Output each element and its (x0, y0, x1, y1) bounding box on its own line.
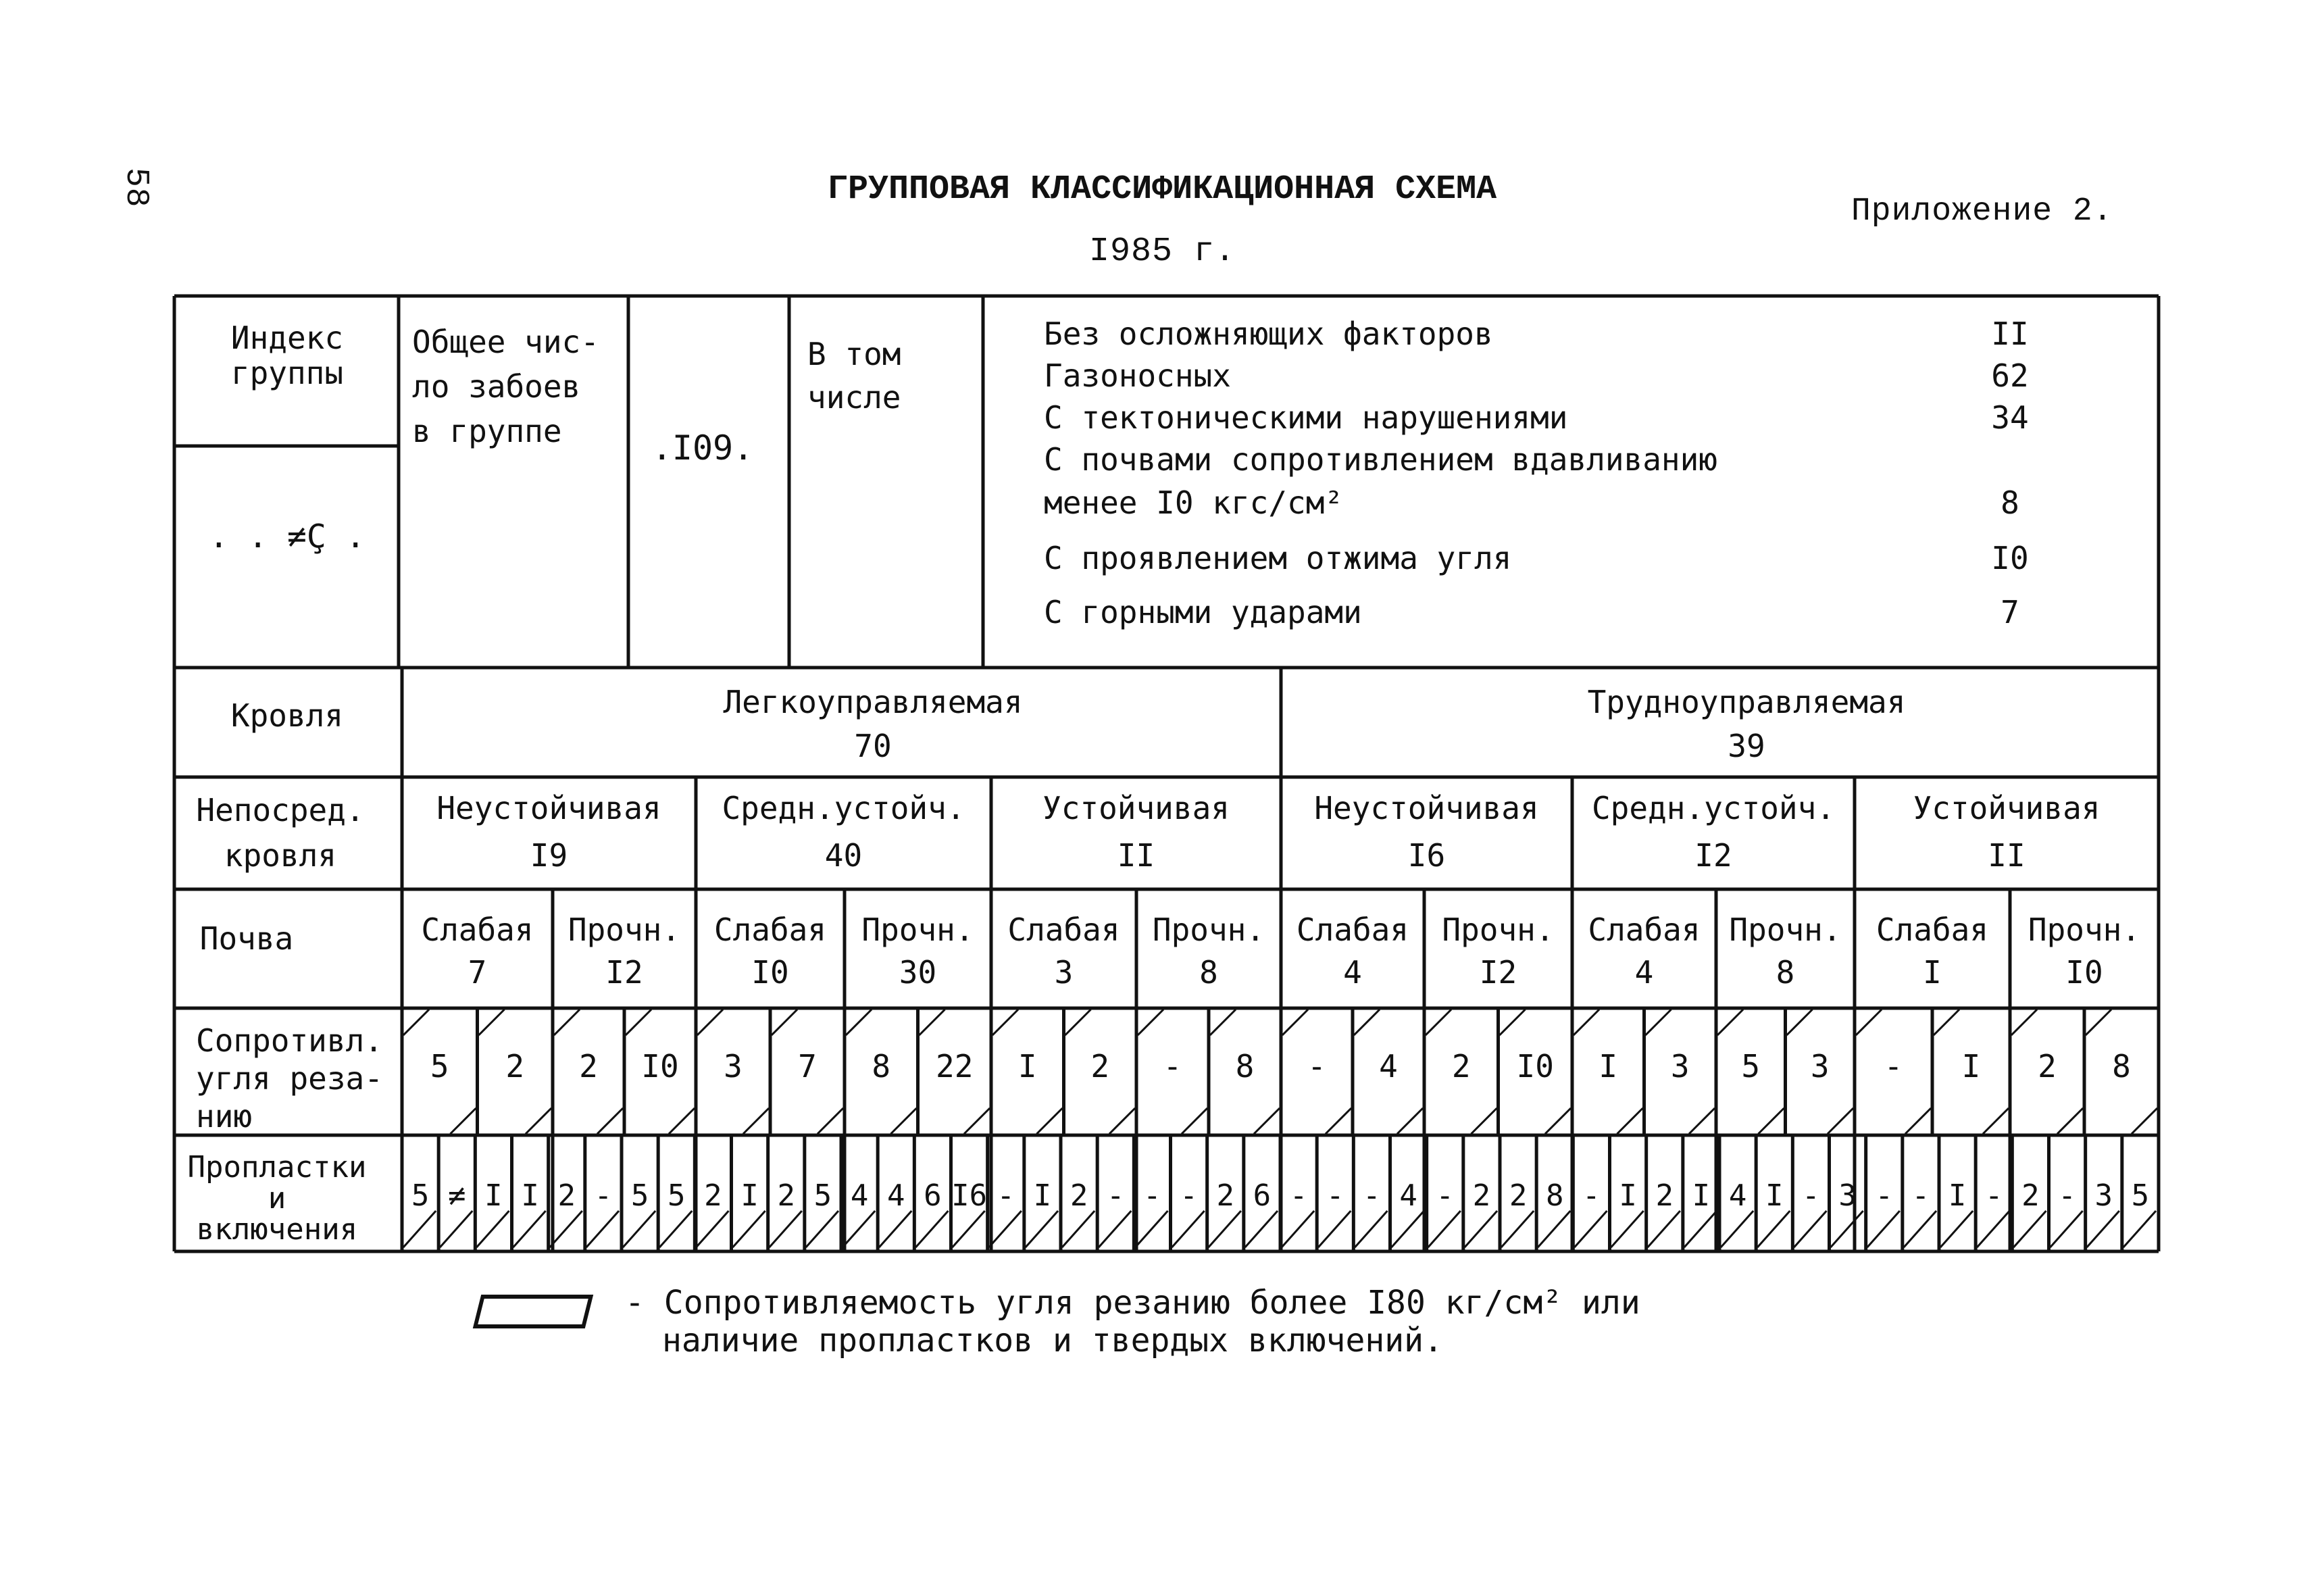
floor-group-name: Слабая (1007, 912, 1120, 948)
hatch-mark (1209, 1211, 1241, 1247)
interlayer-value: 2 (777, 1178, 795, 1213)
cutting-resistance-value: - (1163, 1048, 1182, 1084)
cutting-resistance-label: нию (196, 1098, 253, 1134)
hatch-mark (1574, 1009, 1599, 1035)
interlayer-value: 4 (1728, 1178, 1747, 1213)
interlayer-value: 5 (668, 1178, 686, 1213)
cutting-resistance-value: I (1961, 1048, 1981, 1084)
hatch-mark (1500, 1009, 1526, 1035)
hatch-mark (659, 1211, 692, 1247)
hatch-mark (1828, 1108, 1853, 1134)
hatch-mark (1065, 1009, 1091, 1035)
interlayer-value: - (1911, 1178, 1930, 1213)
interlayer-value: I (521, 1178, 539, 1213)
legend-line-2: наличие пропластков и твердых включений. (662, 1322, 1443, 1360)
floor-group-name: Прочн. (568, 912, 681, 948)
hatch-mark (696, 1211, 728, 1247)
interlayer-value: I (1619, 1178, 1637, 1213)
hatch-mark (403, 1211, 436, 1247)
floor-group-count: 3 (1054, 954, 1074, 991)
interlayer-value: - (1289, 1178, 1308, 1213)
cutting-resistance-value: 5 (430, 1048, 449, 1084)
hatch-mark (1172, 1211, 1205, 1247)
hatch-mark (1282, 1009, 1308, 1035)
floor-group-count: 4 (1343, 954, 1362, 991)
including-label: В том (807, 336, 901, 372)
hatch-mark (2086, 1009, 2111, 1035)
hatch-mark (1905, 1108, 1931, 1134)
interlayer-value: - (1582, 1178, 1601, 1213)
hatch-mark (1392, 1211, 1424, 1247)
interlayer-value: 2 (1509, 1178, 1528, 1213)
hatch-mark (2051, 1211, 2083, 1247)
hatch-mark (1717, 1009, 1743, 1035)
hatch-mark (992, 1009, 1018, 1035)
hatch-mark (1062, 1211, 1095, 1247)
hatch-mark (879, 1211, 911, 1247)
interlayer-value: I (740, 1178, 759, 1213)
hatch-mark (920, 1009, 945, 1035)
hatch-mark (1646, 1009, 1671, 1035)
total-label: ло забоев (412, 368, 581, 405)
floor-group-name: Прочн. (1152, 912, 1265, 948)
hatch-mark (1138, 1009, 1163, 1035)
hatch-mark (1574, 1211, 1607, 1247)
immediate-roof-group-name: Неустойчивая (1314, 790, 1539, 826)
hatch-mark (989, 1211, 1022, 1247)
cutting-resistance-value: 2 (579, 1048, 598, 1084)
factor-label: С почвами сопротивлением вдавливанию (1044, 441, 1717, 478)
hatch-mark (1759, 1108, 1784, 1134)
interlayer-value: 3 (1838, 1178, 1857, 1213)
interlayer-value: 2 (2021, 1178, 2040, 1213)
index-label: группы (230, 355, 344, 391)
hatch-mark (550, 1211, 582, 1247)
floor-group-count: 30 (899, 954, 937, 991)
hatch-mark (440, 1211, 472, 1247)
hatch-mark (1245, 1211, 1278, 1247)
including-label: числе (807, 379, 901, 416)
hatch-mark (1684, 1211, 1717, 1247)
immediate-roof-group-count: I2 (1694, 837, 1732, 874)
immediate-roof-group-count: I6 (1407, 837, 1446, 874)
hatch-mark (1904, 1211, 1936, 1247)
hatch-mark (1026, 1211, 1058, 1247)
factor-value: I0 (1991, 540, 2029, 576)
cutting-resistance-value: 7 (798, 1048, 817, 1084)
interlayer-value: 5 (2131, 1178, 2150, 1213)
floor-group-name: Слабая (421, 912, 534, 948)
hatch-mark (953, 1211, 985, 1247)
roof-group-count: 70 (854, 728, 892, 764)
hatch-mark (1182, 1108, 1207, 1134)
interlayer-value: - (997, 1178, 1015, 1213)
hatch-mark (1934, 1009, 1959, 1035)
hatch-mark (772, 1009, 797, 1035)
interlayer-value: 4 (850, 1178, 869, 1213)
hatch-mark (770, 1211, 802, 1247)
hatch-mark (818, 1108, 843, 1134)
interlayer-value: 4 (1399, 1178, 1417, 1213)
hatch-mark (697, 1009, 723, 1035)
interlayer-value: 5 (630, 1178, 649, 1213)
hatch-mark (1426, 1009, 1451, 1035)
hatch-mark (1472, 1108, 1497, 1134)
interlayer-value: - (1143, 1178, 1161, 1213)
hatch-mark (1326, 1108, 1351, 1134)
legend-line-1: - Сопротивляемость угля резанию более I80 кг/см² или (625, 1284, 1640, 1322)
immediate-roof-group-count: 40 (824, 837, 863, 874)
hatch-mark (1109, 1108, 1135, 1134)
hatch-mark (1611, 1211, 1644, 1247)
cutting-resistance-value: 2 (1090, 1048, 1110, 1084)
hatch-mark (2057, 1108, 2083, 1134)
cutting-resistance-value: 8 (1235, 1048, 1255, 1084)
factor-value: 34 (1991, 399, 2029, 436)
hatch-mark (1787, 1009, 1813, 1035)
interlayer-value: - (1802, 1178, 1820, 1213)
cutting-resistance-value: 22 (936, 1048, 974, 1084)
interlayer-value: 2 (1216, 1178, 1234, 1213)
hatch-mark (1977, 1211, 2009, 1247)
immediate-roof-label: кровля (224, 837, 337, 874)
floor-group-count: I (1923, 954, 1942, 991)
hatch-mark (1794, 1211, 1826, 1247)
year: I985 г. (1089, 232, 1236, 271)
hatch-mark (1282, 1211, 1314, 1247)
hatch-mark (526, 1108, 551, 1134)
hatch-mark (2087, 1211, 2119, 1247)
hatch-mark (669, 1108, 695, 1134)
factor-value: 62 (1991, 357, 2029, 394)
immediate-roof-group-count: I9 (530, 837, 568, 874)
interlayer-value: 8 (1546, 1178, 1564, 1213)
cutting-resistance-label: Сопротивл. (196, 1022, 383, 1059)
hatch-mark (891, 1108, 917, 1134)
immediate-roof-group-name: Устойчивая (1913, 790, 2101, 826)
cutting-resistance-value: 2 (1451, 1048, 1471, 1084)
interlayer-value: - (1180, 1178, 1198, 1213)
interlayer-value: - (1107, 1178, 1125, 1213)
floor-group-name: Слабая (1296, 912, 1409, 948)
interlayer-value: I (1765, 1178, 1784, 1213)
interlayer-value: 2 (1655, 1178, 1674, 1213)
roof-label: Кровля (230, 697, 344, 734)
immediate-roof-group-name: Средн.устойч. (722, 790, 965, 826)
hatch-mark (586, 1211, 619, 1247)
hatch-mark (846, 1009, 872, 1035)
cutting-resistance-value: 3 (1670, 1048, 1690, 1084)
cutting-resistance-value: I (1017, 1048, 1037, 1084)
cutting-resistance-value: 5 (1741, 1048, 1761, 1084)
interlayers-label: и (268, 1181, 286, 1216)
interlayer-value: 2 (704, 1178, 722, 1213)
interlayer-value: - (2058, 1178, 2076, 1213)
interlayer-value: - (1363, 1178, 1381, 1213)
floor-group-count: 7 (468, 954, 487, 991)
total-faces-value: .I09. (651, 428, 754, 468)
interlayer-value: I (484, 1178, 503, 1213)
interlayer-value: - (1985, 1178, 2003, 1213)
cutting-resistance-value: 3 (1810, 1048, 1830, 1084)
hatch-mark (1545, 1108, 1571, 1134)
hatch-mark (479, 1009, 505, 1035)
hatch-mark (1254, 1108, 1280, 1134)
interlayer-value: 6 (1253, 1178, 1272, 1213)
cutting-resistance-value: 3 (724, 1048, 743, 1084)
floor-group-count: 8 (1776, 954, 1795, 991)
page-title: ГРУППОВАЯ КЛАССИФИКАЦИОННАЯ СХЕМА (828, 170, 1497, 209)
interlayer-value: 2 (1472, 1178, 1491, 1213)
hatch-mark (1465, 1211, 1497, 1247)
cutting-resistance-value: I0 (1516, 1048, 1554, 1084)
appendix-label: Приложение 2. (1851, 193, 2113, 230)
hatch-mark (2011, 1009, 2037, 1035)
hatch-mark (743, 1108, 769, 1134)
interlayer-value: 2 (1070, 1178, 1088, 1213)
floor-group-name: Слабая (713, 912, 827, 948)
factor-label: С проявлением отжима угля (1044, 540, 1512, 576)
roof-group-name: Трудноуправляемая (1587, 684, 1906, 720)
total-label: в группе (412, 413, 562, 449)
factor-label: менее I0 кгс/см² (1044, 484, 1344, 521)
cutting-resistance-value: I0 (641, 1048, 679, 1084)
interlayer-value: 6 (924, 1178, 942, 1213)
floor-group-count: 4 (1634, 954, 1654, 991)
factor-label: С тектоническими нарушениями (1044, 399, 1568, 436)
hatch-mark (1318, 1211, 1351, 1247)
interlayer-value: 3 (2094, 1178, 2113, 1213)
page-number: 58 (118, 168, 154, 208)
roof-group-name: Легкоуправляемая (723, 684, 1023, 720)
interlayer-value: I6 (951, 1178, 988, 1213)
interlayer-value: - (1875, 1178, 1893, 1213)
total-label: Общее чис- (412, 324, 599, 360)
index-value: . . ≠Ç . (209, 518, 366, 555)
floor-group-name: Прочн. (1442, 912, 1555, 948)
hatch-mark (1648, 1211, 1680, 1247)
hatch-mark (1210, 1009, 1236, 1035)
cutting-resistance-value: 2 (505, 1048, 525, 1084)
cutting-resistance-value: 4 (1379, 1048, 1398, 1084)
interlayer-value: 2 (557, 1178, 576, 1213)
hatch-mark (1856, 1009, 1882, 1035)
floor-label: Почва (199, 920, 294, 957)
cutting-resistance-value: 8 (872, 1048, 891, 1084)
immediate-roof-group-count: II (1988, 837, 2026, 874)
cutting-resistance-label: угля реза- (196, 1060, 383, 1097)
interlayer-value: - (1436, 1178, 1454, 1213)
interlayer-value: I (1948, 1178, 1967, 1213)
hatch-mark (915, 1211, 948, 1247)
interlayer-value: 5 (813, 1178, 832, 1213)
cutting-resistance-value: 2 (2038, 1048, 2057, 1084)
legend-swatch (473, 1295, 593, 1328)
cutting-resistance-value: 8 (2112, 1048, 2131, 1084)
floor-group-name: Прочн. (2028, 912, 2141, 948)
index-label: Индекс (230, 320, 344, 356)
hatch-mark (1037, 1108, 1063, 1134)
roof-group-count: 39 (1728, 728, 1765, 764)
cutting-resistance-value: - (1307, 1048, 1326, 1084)
floor-group-count: I0 (2065, 954, 2103, 991)
hatch-mark (1354, 1009, 1380, 1035)
hatch-mark (2013, 1211, 2046, 1247)
factor-label: Без осложняющих факторов (1044, 316, 1493, 352)
cutting-resistance-value: I (1599, 1048, 1618, 1084)
hatch-mark (1867, 1211, 1900, 1247)
hatch-mark (1501, 1211, 1534, 1247)
factor-value: 8 (2001, 484, 2019, 521)
hatch-mark (964, 1108, 990, 1134)
factor-label: Газоносных (1044, 357, 1231, 394)
hatch-mark (1689, 1108, 1715, 1134)
factor-label: С горными ударами (1044, 594, 1362, 630)
hatch-mark (1831, 1211, 1863, 1247)
floor-group-name: Прочн. (861, 912, 974, 948)
hatch-mark (1538, 1211, 1570, 1247)
interlayer-value: 5 (411, 1178, 430, 1213)
hatch-mark (2123, 1211, 2156, 1247)
floor-group-count: 8 (1199, 954, 1218, 991)
hatch-mark (806, 1211, 838, 1247)
interlayer-value: I (1692, 1178, 1711, 1213)
interlayer-value: - (1326, 1178, 1344, 1213)
hatch-mark (1099, 1211, 1131, 1247)
hatch-mark (1757, 1211, 1790, 1247)
immediate-roof-group-name: Неустойчивая (436, 790, 661, 826)
floor-group-name: Прочн. (1729, 912, 1842, 948)
hatch-mark (1135, 1211, 1167, 1247)
hatch-mark (1721, 1211, 1753, 1247)
immediate-roof-group-name: Устойчивая (1042, 790, 1230, 826)
hatch-mark (842, 1211, 875, 1247)
hatch-mark (1355, 1211, 1387, 1247)
hatch-mark (2132, 1108, 2157, 1134)
factor-value: 7 (2001, 594, 2019, 630)
factor-value: II (1991, 316, 2029, 352)
immediate-roof-label: Непосред. (196, 792, 365, 828)
hatch-mark (403, 1009, 429, 1035)
interlayer-value: 4 (887, 1178, 905, 1213)
floor-group-name: Слабая (1876, 912, 1989, 948)
hatch-mark (733, 1211, 765, 1247)
hatch-mark (513, 1211, 546, 1247)
hatch-mark (1940, 1211, 1973, 1247)
cutting-resistance-value: - (1884, 1048, 1903, 1084)
hatch-mark (1617, 1108, 1643, 1134)
interlayers-label: Пропластки (187, 1150, 367, 1184)
interlayer-value: ≠ (448, 1178, 466, 1213)
immediate-roof-group-name: Средн.устойч. (1591, 790, 1836, 826)
hatch-mark (1983, 1108, 2009, 1134)
floor-group-count: I2 (605, 954, 643, 991)
interlayer-value: - (594, 1178, 613, 1213)
interlayers-label: включения (196, 1212, 358, 1247)
floor-group-count: I2 (1479, 954, 1517, 991)
floor-group-count: I0 (751, 954, 789, 991)
hatch-mark (597, 1108, 623, 1134)
hatch-mark (626, 1009, 651, 1035)
hatch-mark (1428, 1211, 1461, 1247)
hatch-mark (476, 1211, 509, 1247)
hatch-mark (554, 1009, 580, 1035)
hatch-mark (623, 1211, 655, 1247)
interlayer-value: I (1033, 1178, 1052, 1213)
floor-group-name: Слабая (1588, 912, 1701, 948)
immediate-roof-group-count: II (1117, 837, 1155, 874)
hatch-mark (1397, 1108, 1423, 1134)
hatch-mark (451, 1108, 476, 1134)
